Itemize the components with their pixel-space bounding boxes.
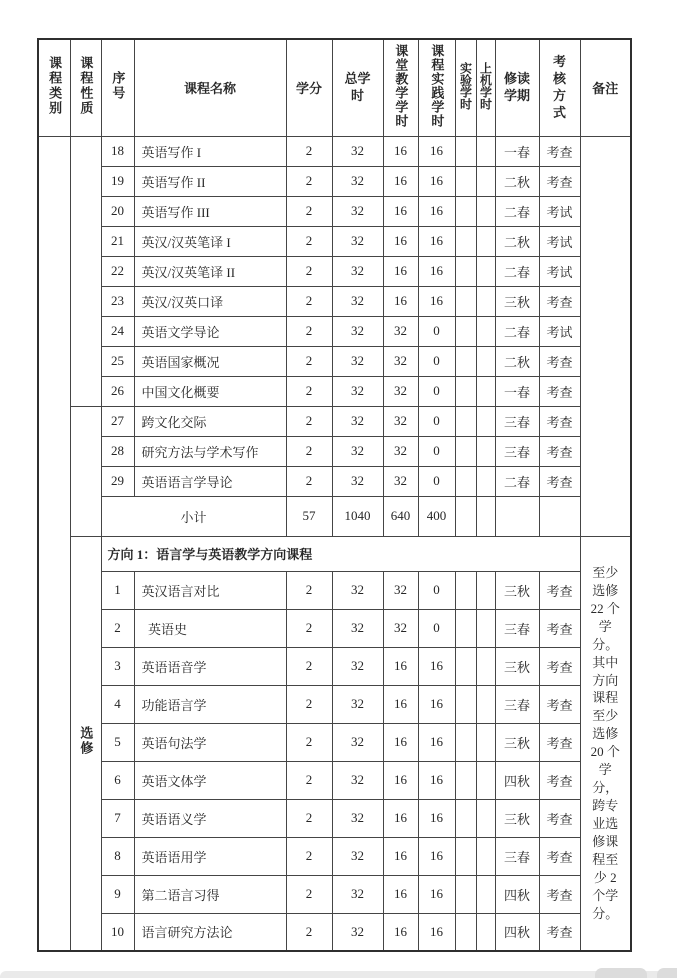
course-total-cell: 32 xyxy=(332,286,383,316)
course-name-cell: 英语句法学 xyxy=(134,723,286,761)
course-classroom-cell: 32 xyxy=(383,316,418,346)
direction-title-cell: 方向 1：语言学与英语教学方向课程 xyxy=(101,536,580,571)
course-credits-cell: 2 xyxy=(286,406,332,436)
course-semester-cell: 三春 xyxy=(495,609,539,647)
course-no-cell: 9 xyxy=(101,875,134,913)
category-cell xyxy=(38,136,70,951)
course-assessment-cell: 考查 xyxy=(539,723,580,761)
course-row xyxy=(38,436,631,466)
course-no-cell: 18 xyxy=(101,136,134,166)
course-name-cell: 第二语言习得 xyxy=(134,875,286,913)
course-assessment-cell: 考查 xyxy=(539,875,580,913)
course-lab-cell xyxy=(455,647,476,685)
course-lab-cell xyxy=(455,166,476,196)
direction-header-row xyxy=(38,536,631,571)
course-credits-cell: 2 xyxy=(286,685,332,723)
course-classroom-cell: 16 xyxy=(383,799,418,837)
course-computer-cell xyxy=(476,799,495,837)
course-row xyxy=(38,166,631,196)
subtotal-lab-cell xyxy=(455,496,476,536)
course-name-cell: 英语文体学 xyxy=(134,761,286,799)
course-assessment-cell: 考试 xyxy=(539,316,580,346)
course-computer-cell xyxy=(476,166,495,196)
course-computer-cell xyxy=(476,436,495,466)
course-no-cell: 3 xyxy=(101,647,134,685)
course-classroom-cell: 16 xyxy=(383,761,418,799)
course-name-cell: 英语国家概况 xyxy=(134,346,286,376)
course-practice-cell: 16 xyxy=(418,761,455,799)
course-name-cell: 研究方法与学术写作 xyxy=(134,436,286,466)
remarks-empty-cell xyxy=(580,136,631,536)
course-total-cell: 32 xyxy=(332,226,383,256)
course-total-cell: 32 xyxy=(332,346,383,376)
col-header-practice-hours-label: 课程实践学时 xyxy=(429,43,445,128)
course-semester-cell: 三春 xyxy=(495,685,539,723)
course-semester-cell: 一春 xyxy=(495,376,539,406)
subtotal-row xyxy=(38,496,631,536)
course-semester-cell: 四秋 xyxy=(495,913,539,951)
course-classroom-cell: 16 xyxy=(383,685,418,723)
course-row xyxy=(38,136,631,166)
course-assessment-cell: 考试 xyxy=(539,256,580,286)
course-semester-cell: 三秋 xyxy=(495,647,539,685)
course-semester-cell: 四秋 xyxy=(495,875,539,913)
course-credits-cell: 2 xyxy=(286,136,332,166)
course-practice-cell: 0 xyxy=(418,316,455,346)
course-name-cell: 英语史 xyxy=(134,609,286,647)
course-name-cell: 英语写作 III xyxy=(134,196,286,226)
course-lab-cell xyxy=(455,685,476,723)
course-total-cell: 32 xyxy=(332,799,383,837)
course-semester-cell: 三春 xyxy=(495,436,539,466)
course-lab-cell xyxy=(455,875,476,913)
nature-cell xyxy=(70,406,101,536)
course-total-cell: 32 xyxy=(332,436,383,466)
course-practice-cell: 0 xyxy=(418,466,455,496)
course-assessment-cell: 考查 xyxy=(539,286,580,316)
course-row xyxy=(38,685,631,723)
course-credits-cell: 2 xyxy=(286,799,332,837)
nature-cell xyxy=(70,136,101,406)
course-assessment-cell: 考试 xyxy=(539,196,580,226)
course-assessment-cell: 考查 xyxy=(539,376,580,406)
course-name-cell: 英语文学导论 xyxy=(134,316,286,346)
course-practice-cell: 16 xyxy=(418,875,455,913)
nature-elective-label: 选修 xyxy=(78,726,94,757)
course-classroom-cell: 16 xyxy=(383,913,418,951)
course-name-cell: 跨文化交际 xyxy=(134,406,286,436)
subtotal-computer-cell xyxy=(476,496,495,536)
course-practice-cell: 0 xyxy=(418,609,455,647)
course-practice-cell: 16 xyxy=(418,166,455,196)
course-lab-cell xyxy=(455,913,476,951)
subtotal-practice-cell: 400 xyxy=(418,496,455,536)
course-semester-cell: 三秋 xyxy=(495,286,539,316)
nature-elective-cell xyxy=(70,536,101,951)
col-header-classroom-hours xyxy=(383,39,418,136)
course-computer-cell xyxy=(476,913,495,951)
course-no-cell: 23 xyxy=(101,286,134,316)
course-lab-cell xyxy=(455,837,476,875)
col-header-classroom-hours-label: 课堂教学学时 xyxy=(393,43,409,128)
table-header-row xyxy=(38,39,631,136)
col-header-computer-hours-label: 上机学时 xyxy=(478,61,493,110)
course-practice-cell: 16 xyxy=(418,196,455,226)
course-semester-cell: 二秋 xyxy=(495,166,539,196)
course-total-cell: 32 xyxy=(332,723,383,761)
course-practice-cell: 16 xyxy=(418,256,455,286)
course-row xyxy=(38,376,631,406)
course-computer-cell xyxy=(476,286,495,316)
course-total-cell: 32 xyxy=(332,466,383,496)
subtotal-assessment-cell xyxy=(539,496,580,536)
subtotal-total-cell: 1040 xyxy=(332,496,383,536)
course-practice-cell: 16 xyxy=(418,226,455,256)
course-no-cell: 5 xyxy=(101,723,134,761)
course-semester-cell: 二秋 xyxy=(495,346,539,376)
course-no-cell: 20 xyxy=(101,196,134,226)
course-no-cell: 19 xyxy=(101,166,134,196)
course-lab-cell xyxy=(455,723,476,761)
course-semester-cell: 四秋 xyxy=(495,761,539,799)
course-lab-cell xyxy=(455,196,476,226)
course-semester-cell: 二春 xyxy=(495,196,539,226)
course-credits-cell: 2 xyxy=(286,436,332,466)
course-name-cell: 英汉/汉英笔译 I xyxy=(134,226,286,256)
course-total-cell: 32 xyxy=(332,647,383,685)
course-name-cell: 英汉/汉英笔译 II xyxy=(134,256,286,286)
course-no-cell: 1 xyxy=(101,571,134,609)
course-assessment-cell: 考查 xyxy=(539,913,580,951)
course-assessment-cell: 考查 xyxy=(539,436,580,466)
course-row xyxy=(38,647,631,685)
course-row xyxy=(38,761,631,799)
course-name-cell: 英汉/汉英口译 xyxy=(134,286,286,316)
course-lab-cell xyxy=(455,571,476,609)
course-assessment-cell: 考查 xyxy=(539,136,580,166)
course-no-cell: 7 xyxy=(101,799,134,837)
course-computer-cell xyxy=(476,376,495,406)
bottom-tab-left xyxy=(595,968,647,978)
course-row xyxy=(38,196,631,226)
course-classroom-cell: 16 xyxy=(383,286,418,316)
course-row xyxy=(38,723,631,761)
col-header-lab-hours-label: 实验学时 xyxy=(458,61,473,110)
course-assessment-cell: 考查 xyxy=(539,761,580,799)
course-practice-cell: 0 xyxy=(418,436,455,466)
course-name-cell: 英语语言学导论 xyxy=(134,466,286,496)
col-header-no-label: 序号 xyxy=(110,70,126,101)
course-computer-cell xyxy=(476,761,495,799)
course-row xyxy=(38,316,631,346)
subtotal-credits-cell: 57 xyxy=(286,496,332,536)
course-name-cell: 英语写作 I xyxy=(134,136,286,166)
course-practice-cell: 16 xyxy=(418,837,455,875)
course-total-cell: 32 xyxy=(332,166,383,196)
course-practice-cell: 0 xyxy=(418,406,455,436)
course-name-cell: 英语语义学 xyxy=(134,799,286,837)
bottom-tab-right xyxy=(657,968,677,978)
col-header-total-hours: 总学时 xyxy=(332,39,383,136)
course-row xyxy=(38,466,631,496)
course-total-cell: 32 xyxy=(332,571,383,609)
course-computer-cell xyxy=(476,647,495,685)
course-assessment-cell: 考查 xyxy=(539,346,580,376)
course-no-cell: 22 xyxy=(101,256,134,286)
course-assessment-cell: 考查 xyxy=(539,685,580,723)
course-practice-cell: 0 xyxy=(418,571,455,609)
course-lab-cell xyxy=(455,136,476,166)
course-classroom-cell: 32 xyxy=(383,436,418,466)
course-no-cell: 6 xyxy=(101,761,134,799)
course-classroom-cell: 16 xyxy=(383,837,418,875)
col-header-lab-hours xyxy=(455,39,476,136)
course-no-cell: 25 xyxy=(101,346,134,376)
course-no-cell: 28 xyxy=(101,436,134,466)
course-name-cell: 英语语用学 xyxy=(134,837,286,875)
course-computer-cell xyxy=(476,685,495,723)
course-no-cell: 24 xyxy=(101,316,134,346)
course-row xyxy=(38,609,631,647)
course-classroom-cell: 16 xyxy=(383,166,418,196)
course-classroom-cell: 16 xyxy=(383,256,418,286)
col-header-practice-hours xyxy=(418,39,455,136)
course-computer-cell xyxy=(476,875,495,913)
course-practice-cell: 16 xyxy=(418,286,455,316)
course-computer-cell xyxy=(476,136,495,166)
course-credits-cell: 2 xyxy=(286,196,332,226)
col-header-nature-label: 课程性质 xyxy=(78,55,94,116)
course-classroom-cell: 16 xyxy=(383,875,418,913)
course-computer-cell xyxy=(476,226,495,256)
course-classroom-cell: 16 xyxy=(383,723,418,761)
course-no-cell: 8 xyxy=(101,837,134,875)
course-row xyxy=(38,837,631,875)
course-total-cell: 32 xyxy=(332,196,383,226)
course-assessment-cell: 考查 xyxy=(539,647,580,685)
course-practice-cell: 16 xyxy=(418,799,455,837)
course-lab-cell xyxy=(455,436,476,466)
course-credits-cell: 2 xyxy=(286,647,332,685)
course-row xyxy=(38,286,631,316)
course-credits-cell: 2 xyxy=(286,913,332,951)
col-header-name: 课程名称 xyxy=(134,39,286,136)
course-lab-cell xyxy=(455,376,476,406)
course-lab-cell xyxy=(455,256,476,286)
course-computer-cell xyxy=(476,316,495,346)
course-classroom-cell: 16 xyxy=(383,226,418,256)
course-credits-cell: 2 xyxy=(286,761,332,799)
course-name-cell: 英汉语言对比 xyxy=(134,571,286,609)
course-practice-cell: 16 xyxy=(418,685,455,723)
course-assessment-cell: 考查 xyxy=(539,609,580,647)
col-header-category-label: 课程类别 xyxy=(47,55,63,116)
course-classroom-cell: 32 xyxy=(383,466,418,496)
course-semester-cell: 二春 xyxy=(495,256,539,286)
course-credits-cell: 2 xyxy=(286,286,332,316)
course-classroom-cell: 16 xyxy=(383,136,418,166)
course-no-cell: 4 xyxy=(101,685,134,723)
course-credits-cell: 2 xyxy=(286,346,332,376)
col-header-category xyxy=(38,39,70,136)
course-no-cell: 21 xyxy=(101,226,134,256)
course-name-cell: 中国文化概要 xyxy=(134,376,286,406)
course-assessment-cell: 考查 xyxy=(539,799,580,837)
course-practice-cell: 16 xyxy=(418,913,455,951)
course-total-cell: 32 xyxy=(332,609,383,647)
col-header-no xyxy=(101,39,134,136)
course-credits-cell: 2 xyxy=(286,316,332,346)
course-row xyxy=(38,256,631,286)
course-computer-cell xyxy=(476,723,495,761)
course-semester-cell: 一春 xyxy=(495,136,539,166)
course-lab-cell xyxy=(455,466,476,496)
course-classroom-cell: 32 xyxy=(383,609,418,647)
subtotal-semester-cell xyxy=(495,496,539,536)
course-credits-cell: 2 xyxy=(286,256,332,286)
course-row xyxy=(38,226,631,256)
course-semester-cell: 三秋 xyxy=(495,723,539,761)
course-no-cell: 10 xyxy=(101,913,134,951)
course-total-cell: 32 xyxy=(332,256,383,286)
course-assessment-cell: 考查 xyxy=(539,166,580,196)
course-computer-cell xyxy=(476,837,495,875)
col-header-remarks: 备注 xyxy=(580,39,631,136)
course-total-cell: 32 xyxy=(332,406,383,436)
course-no-cell: 29 xyxy=(101,466,134,496)
col-header-nature xyxy=(70,39,101,136)
course-practice-cell: 0 xyxy=(418,376,455,406)
course-credits-cell: 2 xyxy=(286,875,332,913)
course-total-cell: 32 xyxy=(332,316,383,346)
course-semester-cell: 三秋 xyxy=(495,571,539,609)
course-credits-cell: 2 xyxy=(286,166,332,196)
course-lab-cell xyxy=(455,761,476,799)
col-header-assessment: 考核方式 xyxy=(539,39,580,136)
course-practice-cell: 16 xyxy=(418,723,455,761)
course-name-cell: 语言研究方法论 xyxy=(134,913,286,951)
course-practice-cell: 16 xyxy=(418,136,455,166)
course-computer-cell xyxy=(476,196,495,226)
course-row xyxy=(38,875,631,913)
course-practice-cell: 0 xyxy=(418,346,455,376)
course-computer-cell xyxy=(476,346,495,376)
course-classroom-cell: 32 xyxy=(383,571,418,609)
col-header-computer-hours xyxy=(476,39,495,136)
course-classroom-cell: 32 xyxy=(383,376,418,406)
course-lab-cell xyxy=(455,346,476,376)
subtotal-label-cell: 小计 xyxy=(101,496,286,536)
course-credits-cell: 2 xyxy=(286,609,332,647)
course-semester-cell: 二春 xyxy=(495,466,539,496)
course-computer-cell xyxy=(476,406,495,436)
course-no-cell: 2 xyxy=(101,609,134,647)
course-name-cell: 英语语音学 xyxy=(134,647,286,685)
course-row xyxy=(38,799,631,837)
curriculum-table xyxy=(37,38,632,952)
course-computer-cell xyxy=(476,571,495,609)
course-total-cell: 32 xyxy=(332,875,383,913)
course-no-cell: 26 xyxy=(101,376,134,406)
course-credits-cell: 2 xyxy=(286,837,332,875)
course-classroom-cell: 16 xyxy=(383,196,418,226)
course-computer-cell xyxy=(476,609,495,647)
course-computer-cell xyxy=(476,466,495,496)
course-semester-cell: 三春 xyxy=(495,837,539,875)
course-total-cell: 32 xyxy=(332,913,383,951)
course-computer-cell xyxy=(476,256,495,286)
col-header-semester: 修读学期 xyxy=(495,39,539,136)
course-classroom-cell: 32 xyxy=(383,346,418,376)
course-assessment-cell: 考查 xyxy=(539,406,580,436)
course-credits-cell: 2 xyxy=(286,226,332,256)
course-semester-cell: 二春 xyxy=(495,316,539,346)
page-bottom-edge xyxy=(0,971,677,978)
course-classroom-cell: 16 xyxy=(383,647,418,685)
course-credits-cell: 2 xyxy=(286,571,332,609)
course-name-cell: 功能语言学 xyxy=(134,685,286,723)
course-semester-cell: 三春 xyxy=(495,406,539,436)
course-classroom-cell: 32 xyxy=(383,406,418,436)
course-name-cell: 英语写作 II xyxy=(134,166,286,196)
course-row xyxy=(38,346,631,376)
course-assessment-cell: 考试 xyxy=(539,226,580,256)
course-assessment-cell: 考查 xyxy=(539,837,580,875)
course-row xyxy=(38,913,631,951)
course-credits-cell: 2 xyxy=(286,723,332,761)
course-credits-cell: 2 xyxy=(286,376,332,406)
course-total-cell: 32 xyxy=(332,376,383,406)
course-assessment-cell: 考查 xyxy=(539,466,580,496)
remarks-note-cell: 至少选修 22 个学分。其中方向课程至少选修 20 个学分，跨专业选修课程至少 2 个学分。 xyxy=(580,536,631,951)
subtotal-classroom-cell: 640 xyxy=(383,496,418,536)
course-row xyxy=(38,406,631,436)
course-lab-cell xyxy=(455,406,476,436)
col-header-credits: 学分 xyxy=(286,39,332,136)
course-practice-cell: 16 xyxy=(418,647,455,685)
course-lab-cell xyxy=(455,226,476,256)
course-total-cell: 32 xyxy=(332,136,383,166)
course-semester-cell: 二秋 xyxy=(495,226,539,256)
course-lab-cell xyxy=(455,316,476,346)
course-credits-cell: 2 xyxy=(286,466,332,496)
course-lab-cell xyxy=(455,799,476,837)
course-lab-cell xyxy=(455,609,476,647)
course-no-cell: 27 xyxy=(101,406,134,436)
course-semester-cell: 三秋 xyxy=(495,799,539,837)
course-assessment-cell: 考查 xyxy=(539,571,580,609)
course-lab-cell xyxy=(455,286,476,316)
course-row xyxy=(38,571,631,609)
course-total-cell: 32 xyxy=(332,685,383,723)
course-total-cell: 32 xyxy=(332,761,383,799)
course-total-cell: 32 xyxy=(332,837,383,875)
